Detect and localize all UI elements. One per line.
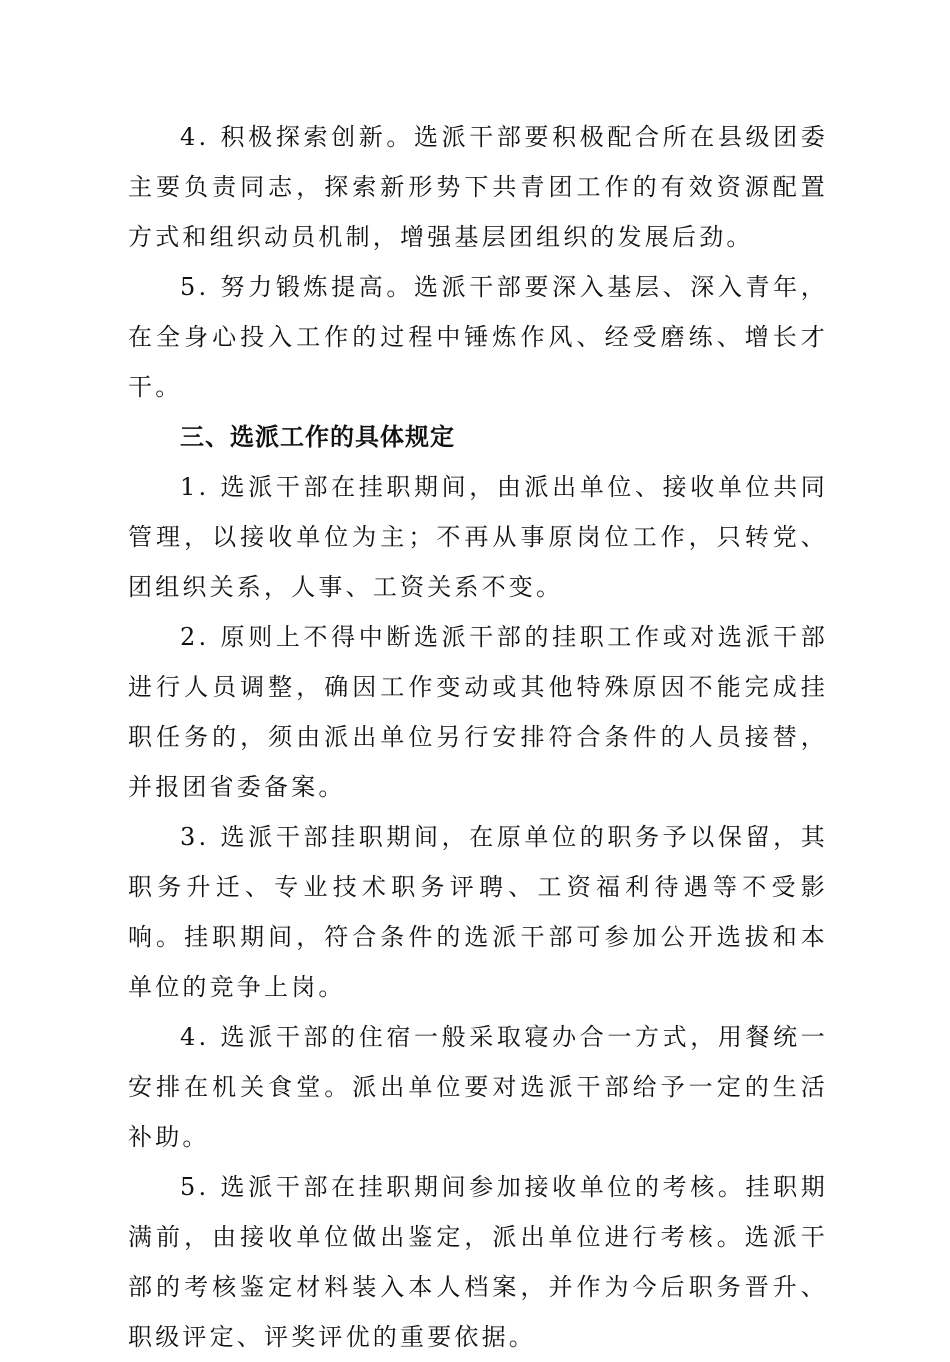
rule-item-3: 3. 选派干部挂职期间，在原单位的职务予以保留，其职务升迁、专业技术职务评聘、工资福利待遇等不受影响。挂职期间，符合条件的选派干部可参加公开选拔和本单位的竞争上岗。 bbox=[128, 823, 828, 1001]
document-page bbox=[128, 112, 828, 1362]
rule-item-1: 1. 选派干部在挂职期间，由派出单位、接收单位共同管理，以接收单位为主；不再从事原岗位工作，只转党、团组织关系，人事、工资关系不变。 bbox=[128, 473, 828, 601]
rule-item-2: 2. 原则上不得中断选派干部的挂职工作或对选派干部进行人员调整，确因工作变动或其他特殊原因不能完成挂职任务的，须由派出单位另行安排符合条件的人员接替，并报团省委备案。 bbox=[128, 623, 828, 801]
rule-item-5: 5. 选派干部在挂职期间参加接收单位的考核。挂职期满前，由接收单位做出鉴定，派出单位进行考核。选派干部的考核鉴定材料装入本人档案，并作为今后职务晋升、职级评定、评奖评优的重要依据。 bbox=[128, 1173, 828, 1351]
rule-item-4: 4. 选派干部的住宿一般采取寝办合一方式，用餐统一安排在机关食堂。派出单位要对选派干部给予一定的生活补助。 bbox=[128, 1023, 828, 1151]
paragraph-innovation: 4. 积极探索创新。选派干部要积极配合所在县级团委主要负责同志，探索新形势下共青团工作的有效资源配置方式和组织动员机制，增强基层团组织的发展后劲。 bbox=[128, 123, 828, 251]
paragraph-training: 5. 努力锻炼提高。选派干部要深入基层、深入青年，在全身心投入工作的过程中锤炼作风、经受磨练、增长才干。 bbox=[128, 273, 828, 401]
section-heading: 三、选派工作的具体规定 bbox=[180, 423, 455, 451]
